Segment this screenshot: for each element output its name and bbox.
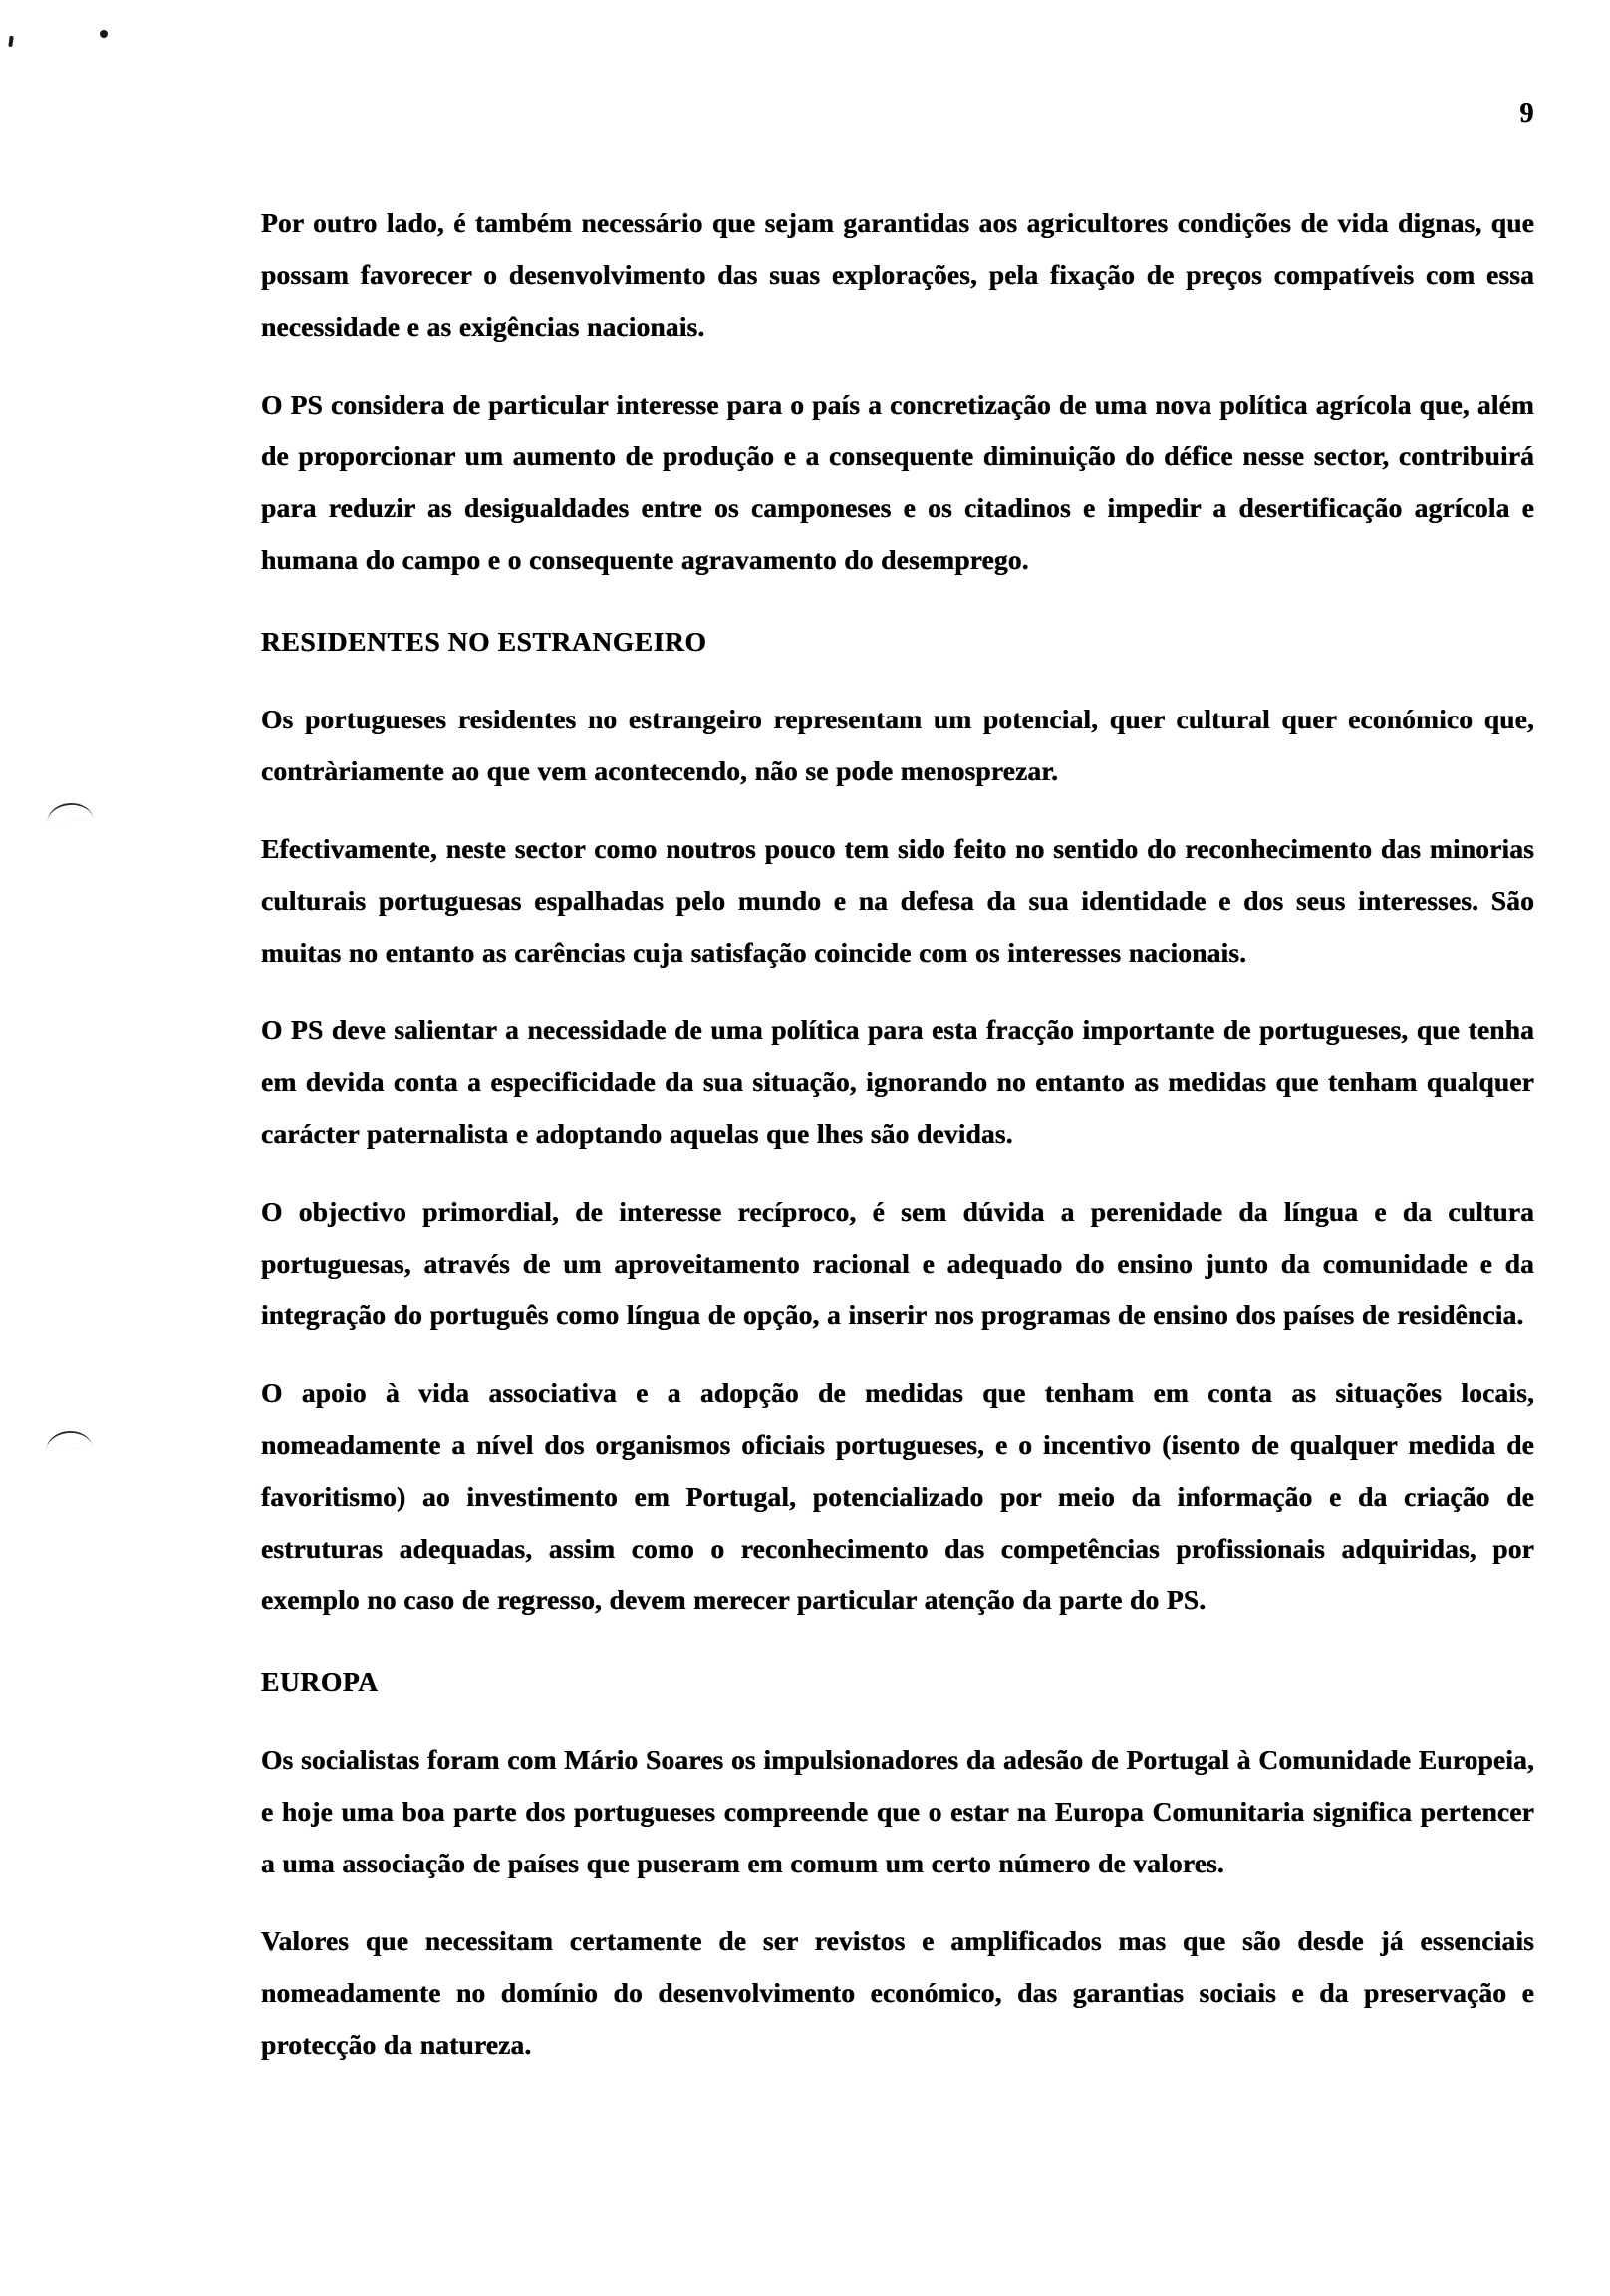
scan-speck-dot-icon bbox=[100, 30, 108, 38]
page-number: 9 bbox=[1519, 98, 1534, 129]
paragraph-socialistas-mario-soares: Os socialistas foram com Mário Soares os impulsionadores da adesão de Portugal à Comunidade Europeia, e hoje uma boa parte dos portugueses compreende que o estar na Europa Comunitaria significa pertencer a uma associação de países que puseram em comum um certo número de valores. bbox=[261, 1744, 1534, 1878]
paragraph-apoio-vida-associativa: O apoio à vida associativa e a adopção de medidas que tenham em conta as situações locais, nomeadamente a nível dos organismos oficiais portugueses, e o incentivo (isento de qualquer medida de favoritismo) ao investimento em Portugal, potencializado por meio da informação e da criação de estruturas adequadas, assim como o reconhecimento das competências profissionais adquiridas, por exemplo no caso de regresso, devem merecer particular atenção da parte do PS. bbox=[261, 1377, 1534, 1615]
paragraph-valores-revistos: Valores que necessitam certamente de ser revistos e amplificados mas que são desde já essenciais nomeadamente no domínio do desenvolvimento económico, das garantias sociais e da preservação e protecção da natureza. bbox=[261, 1925, 1534, 2060]
paragraph-ps-deve-salientar: O PS deve salientar a necessidade de uma política para esta fracção importante de portugueses, que tenha em devida conta a especificidade da sua situação, ignorando no entanto as medidas que tenham qualquer carácter paternalista e adoptando aquelas que lhes são devidas. bbox=[261, 1014, 1534, 1149]
heading-europa: EUROPA bbox=[261, 1666, 379, 1697]
body-text-column bbox=[261, 197, 1534, 2071]
margin-arc-mark-one-icon bbox=[46, 801, 93, 822]
margin-arc-mark-two-icon bbox=[45, 1429, 92, 1450]
paragraph-potencial-cultural: Os portugueses residentes no estrangeiro representam um potencial, quer cultural quer económico que, contràriamente ao que vem acontecendo, não se pode menosprezar. bbox=[261, 704, 1534, 786]
paragraph-objectivo-primordial: O objectivo primordial, de interesse recíproco, é sem dúvida a perenidade da língua e da cultura portuguesas, através de um aproveitamento racional e adequado do ensino junto da comunidade e da integração do português como língua de opção, a inserir nos programas de ensino dos países de residência. bbox=[261, 1196, 1534, 1330]
scan-speck-comma-icon bbox=[8, 36, 13, 47]
paragraph-agricultores: Por outro lado, é também necessário que sejam garantidas aos agricultores condições de vida dignas, que possam favorecer o desenvolvimento das suas explorações, pela fixação de preços compatíveis com essa necessidade e as exigências nacionais. bbox=[261, 207, 1534, 342]
paragraph-efectivamente: Efectivamente, neste sector como noutros pouco tem sido feito no sentido do reconhecimento das minorias culturais portuguesas espalhadas pelo mundo e na defesa da sua identidade e dos seus interesses. São muitas no entanto as carências cuja satisfação coincide com os interesses nacionais. bbox=[261, 833, 1534, 968]
paragraph-politica-agricola: O PS considera de particular interesse para o país a concretização de uma nova política agrícola que, além de proporcionar um aumento de produção e a consequente diminuição do défice nesse sector, contribuirá para reduzir as desigualdades entre os camponeses e os citadinos e impedir a desertificação agrícola e humana do campo e o consequente agravamento do desemprego. bbox=[261, 389, 1534, 575]
heading-residentes-no-estrangeiro: RESIDENTES NO ESTRANGEIRO bbox=[261, 626, 707, 657]
